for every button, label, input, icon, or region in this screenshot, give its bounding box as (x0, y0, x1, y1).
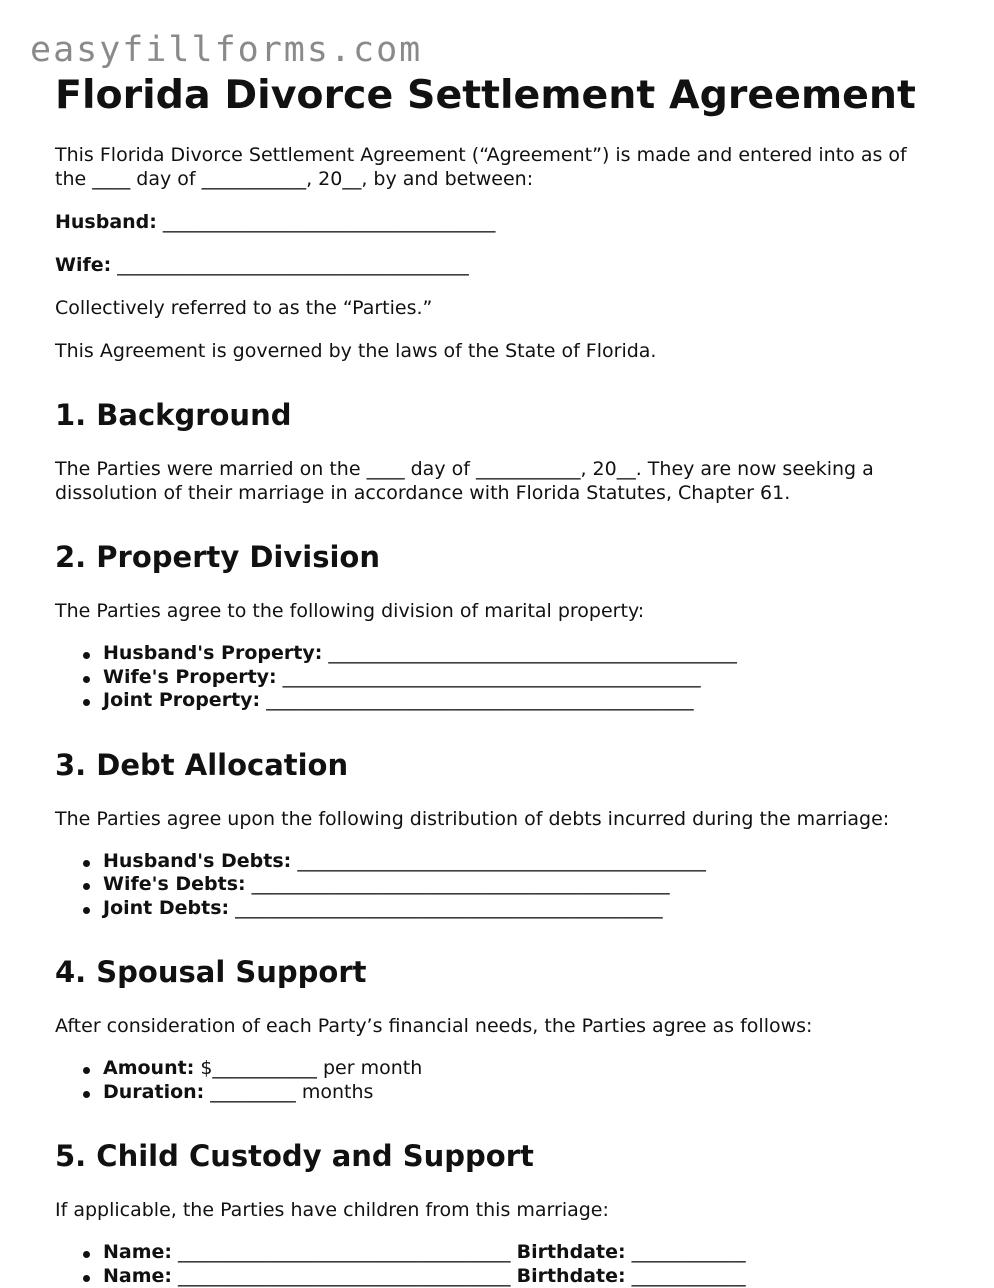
bullet-icon (83, 860, 90, 867)
bullet-icon (83, 699, 90, 706)
husband-blank[interactable]: ___________________________________ (157, 211, 496, 233)
list-item[interactable] (103, 689, 955, 713)
debt-list (55, 850, 955, 921)
support-intro: After consideration of each Party’s financial needs, the Parties agree as follows: (55, 1014, 955, 1038)
property-intro: The Parties agree to the following division of marital property: (55, 599, 955, 623)
support-list (55, 1057, 955, 1104)
list-item[interactable] (103, 850, 955, 874)
bullet-icon (83, 1067, 90, 1074)
property-blank-husband[interactable]: ___________________________________________ (322, 642, 737, 664)
page-title: Florida Divorce Settlement Agreement (55, 70, 955, 120)
list-item[interactable] (103, 642, 955, 666)
property-label-wife: Wife's Property: (103, 666, 277, 688)
bullet-icon (83, 907, 90, 914)
debt-label-husband: Husband's Debts: (103, 850, 291, 872)
property-list (55, 642, 955, 713)
list-item[interactable] (103, 873, 955, 897)
support-label-amount: Amount: (103, 1057, 194, 1079)
watermark: easyfillforms.com (30, 30, 422, 70)
debt-label-wife: Wife's Debts: (103, 873, 246, 895)
bullet-icon (83, 1251, 90, 1258)
husband-label: Husband: (55, 211, 157, 233)
debt-blank-joint[interactable]: _____________________________________________ (229, 897, 663, 919)
wife-field[interactable] (55, 253, 955, 277)
property-label-husband: Husband's Property: (103, 642, 322, 664)
debt-label-joint: Joint Debts: (103, 897, 229, 919)
list-item[interactable] (103, 1057, 955, 1081)
child-name-blank[interactable]: ___________________________________ (172, 1241, 517, 1263)
child-name-blank[interactable]: ___________________________________ (172, 1265, 517, 1287)
intro-paragraph (55, 143, 955, 191)
list-item[interactable] (103, 1081, 955, 1105)
governed-text: This Agreement is governed by the laws of the State of Florida. (55, 339, 955, 363)
child-birthdate-blank[interactable]: ____________ (626, 1241, 746, 1263)
background-line-1[interactable]: The Parties were married on the ____ day of ___________, 20__. They are now seeking a (55, 458, 874, 480)
bullet-icon (83, 883, 90, 890)
section-support-heading: 4. Spousal Support (55, 954, 955, 990)
collective-text: Collectively referred to as the “Parties.” (55, 296, 955, 320)
list-item[interactable] (103, 666, 955, 690)
list-item[interactable] (103, 1265, 955, 1288)
intro-line-2[interactable]: the ____ day of ___________, 20__, by and between: (55, 168, 533, 190)
wife-blank[interactable]: _____________________________________ (111, 254, 469, 276)
background-paragraph (55, 457, 955, 505)
custody-intro: If applicable, the Parties have children from this marriage: (55, 1198, 955, 1222)
property-blank-joint[interactable]: _____________________________________________ (260, 689, 694, 711)
children-list (55, 1241, 955, 1288)
document (55, 70, 955, 1288)
list-item[interactable] (103, 1241, 955, 1265)
property-blank-wife[interactable]: ____________________________________________ (277, 666, 701, 688)
child-birthdate-label: Birthdate: (517, 1241, 626, 1263)
bullet-icon (83, 1091, 90, 1098)
section-property-heading: 2. Property Division (55, 539, 955, 575)
support-blank-amount[interactable]: $___________ per month (194, 1057, 422, 1079)
husband-field[interactable] (55, 210, 955, 234)
support-label-duration: Duration: (103, 1081, 204, 1103)
property-label-joint: Joint Property: (103, 689, 260, 711)
list-item[interactable] (103, 897, 955, 921)
bullet-icon (83, 1275, 90, 1282)
debt-blank-husband[interactable]: ___________________________________________ (291, 850, 706, 872)
section-background-heading: 1. Background (55, 397, 955, 433)
section-debt-heading: 3. Debt Allocation (55, 747, 955, 783)
child-name-label: Name: (103, 1265, 172, 1287)
intro-line-1: This Florida Divorce Settlement Agreement (“Agreement”) is made and entered into as of (55, 144, 907, 166)
bullet-icon (83, 652, 90, 659)
debt-intro: The Parties agree upon the following distribution of debts incurred during the marriage: (55, 807, 955, 831)
background-line-2: dissolution of their marriage in accordance with Florida Statutes, Chapter 61. (55, 482, 790, 504)
bullet-icon (83, 676, 90, 683)
support-blank-duration[interactable]: _________ months (204, 1081, 373, 1103)
wife-label: Wife: (55, 254, 111, 276)
child-birthdate-label: Birthdate: (517, 1265, 626, 1287)
debt-blank-wife[interactable]: ____________________________________________ (246, 873, 670, 895)
child-name-label: Name: (103, 1241, 172, 1263)
child-birthdate-blank[interactable]: ____________ (626, 1265, 746, 1287)
section-custody-heading: 5. Child Custody and Support (55, 1138, 955, 1174)
